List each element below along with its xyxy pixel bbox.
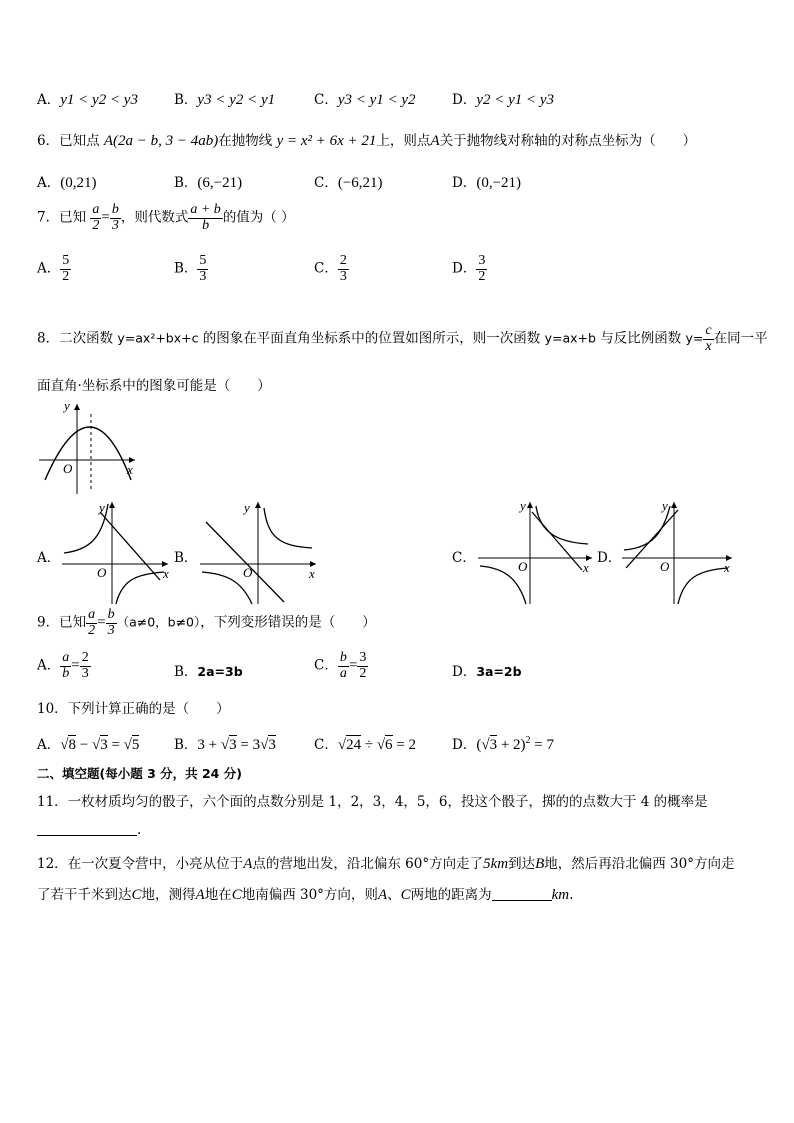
q6-option-a: A．(0,21) bbox=[37, 175, 97, 191]
q11-stem: 11．一枚材质均匀的骰子，六个面的点数分别是 1，2，3，4，5，6，投这个骰子，掷的的点数大于 4 的概率是 bbox=[37, 794, 708, 810]
svg-text:O: O bbox=[243, 565, 253, 580]
svg-text:y: y bbox=[244, 500, 250, 515]
q7-option-b: B． $\frac{5}{3}$ bbox=[174, 253, 207, 284]
svg-text:x: x bbox=[583, 560, 589, 575]
q5-option-a-expr: y1 < y2 < y3 bbox=[60, 92, 138, 108]
q10-option-a: A．√8 − √3 = √5 bbox=[37, 737, 140, 753]
svg-text:O: O bbox=[660, 559, 670, 574]
q8-number: 8． bbox=[37, 330, 60, 347]
q5-option-c-expr: y3 < y1 < y2 bbox=[337, 92, 416, 108]
q8-stem-line1: 8．二次函数 y=ax²+bx+c 的图象在平面直角坐标系中的位置如图所示，则一次函数 y=ax+b 与反比例函数 y= $\frac{c}{x}$ 在同一平 bbox=[37, 323, 768, 354]
q6-number: 6． bbox=[37, 133, 60, 149]
q8-option-a-label: A． bbox=[37, 550, 61, 566]
svg-text:y: y bbox=[662, 498, 668, 513]
q5-option-b-expr: y3 < y2 < y1 bbox=[197, 92, 276, 108]
q9-number: 9． bbox=[37, 614, 60, 631]
q8-option-d-graph bbox=[620, 498, 734, 606]
svg-text:O: O bbox=[97, 565, 107, 580]
origin-label: O bbox=[63, 461, 73, 476]
q7-stem: 7．已知 $\frac{a}{2}$ = $\frac{b}{3}$ ，则代数式 $\frac{a + b}{b}$ 的值为（ ） bbox=[37, 202, 295, 233]
axis-x-label: x bbox=[127, 462, 133, 477]
q8-option-c-graph bbox=[476, 498, 594, 606]
svg-text:x: x bbox=[724, 560, 730, 575]
q8-given-graph bbox=[37, 400, 137, 496]
q5-option-b: B．y3 < y2 < y1 bbox=[174, 92, 276, 108]
q11-answer-line: . bbox=[37, 822, 141, 838]
q6-option-b: B．(6,−21) bbox=[174, 175, 243, 191]
q5-option-c: C．y3 < y1 < y2 bbox=[314, 92, 416, 108]
svg-text:O: O bbox=[518, 559, 528, 574]
svg-text:x: x bbox=[163, 566, 169, 581]
q9-option-a: A． $\frac{a}{b}$ = $\frac{2}{3}$ bbox=[37, 650, 89, 681]
q9-option-c: C． $\frac{b}{a}$ = $\frac{3}{2}$ bbox=[314, 650, 367, 681]
q12-line1: 12．在一次夏令营中，小亮从位于A点的营地出发，沿北偏东 60°方向走了5km到达B地，然后再沿北偏西 30°方向走 bbox=[37, 856, 735, 872]
q10-option-d: D．$(√3 + 2)^2 = 7$ bbox=[452, 735, 554, 753]
q8-option-b-label: B． bbox=[174, 550, 198, 566]
q6-option-d: D．(0,−21) bbox=[452, 175, 522, 191]
q5-option-a: A．y1 < y2 < y3 bbox=[37, 92, 138, 108]
q7-given-right: $\frac{b}{3}$ bbox=[111, 202, 119, 233]
svg-text:x: x bbox=[309, 566, 315, 581]
q9-option-d: D．3a=2b bbox=[452, 664, 522, 680]
q7-option-d: D． $\frac{3}{2}$ bbox=[452, 253, 486, 284]
q6-point: A(2a − b, 3 − 4ab) bbox=[103, 133, 219, 149]
q12-answer-blank[interactable] bbox=[492, 900, 552, 901]
q9-stem: 9．已知 $\frac{a}{2}$ = $\frac{b}{3}$ （a≠0，b≠0），下列变形错误的是（ ） bbox=[37, 607, 376, 638]
q10-number: 10． bbox=[37, 701, 68, 717]
q10-option-b: B．3 + √3 = 3√3 bbox=[174, 737, 276, 753]
q10-option-c: C．√24 ÷ √6 = 2 bbox=[314, 737, 417, 753]
q10-stem: 10．下列计算正确的是（ ） bbox=[37, 701, 230, 717]
q8-option-c-label: C． bbox=[452, 550, 476, 566]
q7-expression: $\frac{a + b}{b}$ bbox=[190, 202, 221, 233]
q7-number: 7． bbox=[37, 209, 60, 226]
q6-stem: 6．已知点 A(2a − b, 3 − 4ab)在抛物线 y = x² + 6x + 21上，则点A关于抛物线对称轴的对称点坐标为（ ） bbox=[37, 133, 697, 149]
q12-number: 12． bbox=[37, 856, 68, 872]
q8-option-b-graph bbox=[198, 498, 318, 606]
q8-option-d-label: D． bbox=[597, 550, 622, 566]
q7-given-left: $\frac{a}{2}$ bbox=[92, 202, 100, 233]
q7-option-c: C． $\frac{2}{3}$ bbox=[314, 253, 347, 284]
axis-y-label: y bbox=[64, 400, 70, 413]
svg-text:y: y bbox=[520, 498, 526, 513]
q11-number: 11． bbox=[37, 794, 68, 810]
svg-text:y: y bbox=[99, 500, 105, 515]
q8-option-a-graph bbox=[60, 498, 170, 606]
q8-stem-line2: 面直角·坐标系中的图象可能是（ ） bbox=[37, 378, 271, 394]
q11-answer-blank[interactable] bbox=[37, 835, 137, 836]
q5-option-d-expr: y2 < y1 < y3 bbox=[476, 92, 555, 108]
q12-line2: 了若干千米到达C地，测得A地在C地南偏西 30°方向，则A、C两地的距离为 km. bbox=[37, 887, 574, 903]
q6-option-c: C．(−6,21) bbox=[314, 175, 383, 191]
q9-option-b: B．2a=3b bbox=[174, 664, 243, 680]
q5-option-d: D．y2 < y1 < y3 bbox=[452, 92, 555, 108]
section-title: 二、填空题(每小题 3 分，共 24 分) bbox=[37, 766, 242, 781]
q7-option-a: A． $\frac{5}{2}$ bbox=[37, 253, 70, 284]
q6-parabola: y = x² + 6x + 21 bbox=[276, 133, 377, 149]
